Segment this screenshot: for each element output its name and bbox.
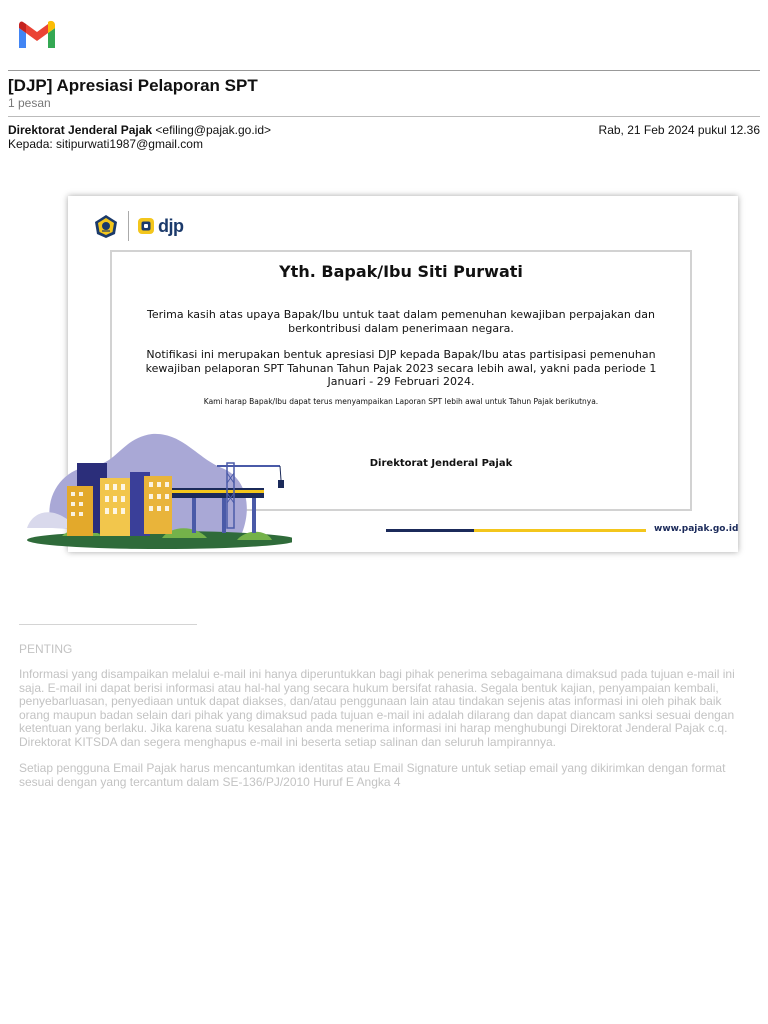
card-paragraph-thanks: Terima kasih atas upaya Bapak/Ibu untuk taat dalam pemenuhan kewajiban perpajakan dan berkontribusi dalam penerimaan negara. xyxy=(146,308,655,335)
card-signature: Direktorat Jenderal Pajak xyxy=(369,458,513,469)
header-top-divider xyxy=(8,70,760,71)
card-greeting: Yth. Bapak/Ibu Siti Purwati xyxy=(279,262,523,281)
card-logo-group xyxy=(92,210,184,242)
website-link[interactable]: www.pajak.go.id xyxy=(654,524,739,534)
footer-signature-note: Setiap pengguna Email Pajak harus mencantumkan identitas atau Email Signature untuk setiap email yang dikirimkan dengan format sesuai dengan yang tercantum dalam SE-136/PJ/2010 Huruf E Angka 4 xyxy=(19,761,726,789)
card-paragraph-notification: Notifikasi ini merupakan bentuk apresiasi DJP kepada Bapak/Ibu atas partisipasi pemenuhan kewajiban pelaporan SPT Tahunan Tahun Pajak 2023 secara lebih awal, yakni pada periode 1 Januari - 29 Februari 2024. xyxy=(145,348,657,388)
djp-brand-text: djp xyxy=(158,215,184,236)
message-count: 1 pesan xyxy=(8,96,51,110)
card-paragraph-hope: Kami harap Bapak/Ibu dapat terus menyampaikan Laporan SPT lebih awal untuk Tahun Pajak berikutnya. xyxy=(203,397,599,406)
gmail-logo-icon xyxy=(16,18,58,50)
accent-line-yellow xyxy=(474,529,646,532)
header-mid-divider xyxy=(8,116,760,117)
sender-email[interactable]: <efiling@pajak.go.id> xyxy=(155,123,272,137)
sender-name: Direktorat Jenderal Pajak xyxy=(8,123,153,137)
sent-date: Rab, 21 Feb 2024 pukul 12.36 xyxy=(598,123,760,137)
logo-separator xyxy=(128,211,129,241)
footer-divider xyxy=(19,624,197,625)
recipient-line: Kepada: sitipurwati1987@gmail.com xyxy=(8,137,203,151)
sender-line xyxy=(8,123,271,137)
kemenkeu-seal-icon xyxy=(92,212,120,240)
city-illustration-icon xyxy=(22,428,292,554)
accent-line-navy xyxy=(386,529,474,532)
email-subject: [DJP] Apresiasi Pelaporan SPT xyxy=(8,76,258,95)
djp-logo-icon xyxy=(137,217,155,235)
footer-important-title: PENTING xyxy=(19,642,73,656)
footer-disclaimer: Informasi yang disampaikan melalui e-mail ini hanya diperuntukkan bagi pihak penerima sebagaimana dimaksud pada tujuan e-mail ini saja. E-mail ini dapat berisi informasi atau hal-hal yang secara hukum bersifat rahasia. Segala bentuk kajian, penyampaian kembali, penyebarluasan, penyediaan untuk dapat diakses, dan/atau penggunaan lain atau tindakan sejenis atas informasi ini oleh pihak baik orang maupun badan selain dari pihak yang dimaksud pada tujuan e-mail ini adalah dilarang dan dapat diancam sanksi sesuai dengan ketentuan yang berlaku. Jika karena suatu kesalahan anda menerima informasi ini harap menghubungi Direktorat Jenderal Pajak c.q. Direktorat KITSDA dan segera menghapus e-mail ini beserta setiap salinan dan seluruh lampirannya. xyxy=(19,667,735,749)
